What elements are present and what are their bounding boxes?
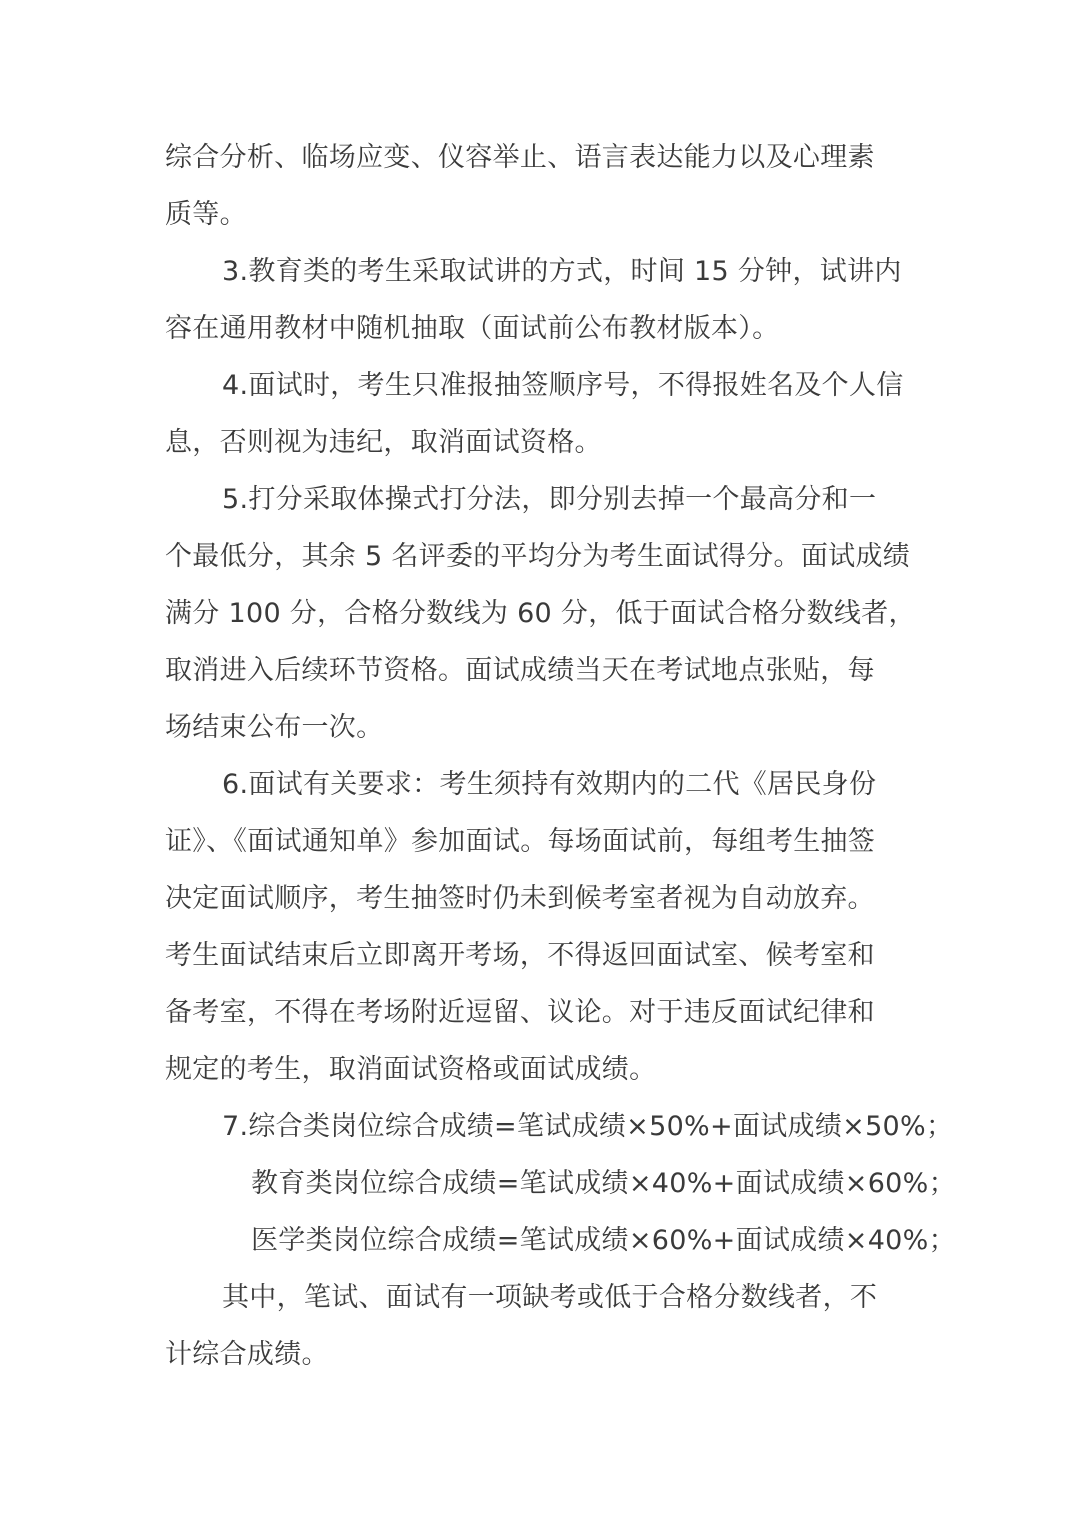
text-line: 证》、《面试通知单》参加面试。每场面试前，每组考生抽签 [165, 826, 876, 857]
text-line: 质等。 [165, 199, 247, 230]
paragraph-4-line: 4.面试时，考生只准报抽签顺序号，不得报姓名及个人信 [222, 370, 904, 401]
text-line: 取消进入后续环节资格。面试成绩当天在考试地点张贴，每 [165, 655, 875, 686]
text-line: 满分 100 分，合格分数线为 60 分，低于面试合格分数线者， [165, 598, 916, 629]
text-line: 综合分析、临场应变、仪容举止、语言表达能力以及心理素 [165, 142, 875, 173]
text-line: 考生面试结束后立即离开考场，不得返回面试室、候考室和 [165, 940, 875, 971]
paragraph-note-line: 其中，笔试、面试有一项缺考或低于合格分数线者，不 [222, 1282, 878, 1313]
text-line: 个最低分，其余 5 名评委的平均分为考生面试得分。面试成绩 [165, 541, 911, 572]
text-line: 决定面试顺序，考生抽签时仍未到候考室者视为自动放弃。 [165, 883, 875, 914]
paragraph-5-line: 5.打分采取体操式打分法，即分别去掉一个最高分和一 [222, 484, 877, 515]
text-line: 规定的考生，取消面试资格或面试成绩。 [165, 1054, 657, 1085]
paragraph-6-line: 6.面试有关要求：考生须持有效期内的二代《居民身份 [222, 769, 877, 800]
formula-education-line: 教育类岗位综合成绩=笔试成绩×40%+面试成绩×60%； [251, 1168, 956, 1199]
text-line: 备考室，不得在考场附近逗留、议论。对于违反面试纪律和 [165, 997, 875, 1028]
paragraph-7-line: 7.综合类岗位综合成绩=笔试成绩×50%+面试成绩×50%； [222, 1111, 954, 1142]
text-line: 计综合成绩。 [165, 1339, 329, 1370]
formula-medical-line: 医学类岗位综合成绩=笔试成绩×60%+面试成绩×40%； [251, 1225, 956, 1256]
text-line: 场结束公布一次。 [165, 712, 384, 743]
text-line: 容在通用教材中随机抽取（面试前公布教材版本）。 [165, 313, 780, 344]
text-line: 息，否则视为违纪，取消面试资格。 [165, 427, 602, 458]
paragraph-3-line: 3.教育类的考生采取试讲的方式，时间 15 分钟，试讲内 [222, 256, 902, 287]
